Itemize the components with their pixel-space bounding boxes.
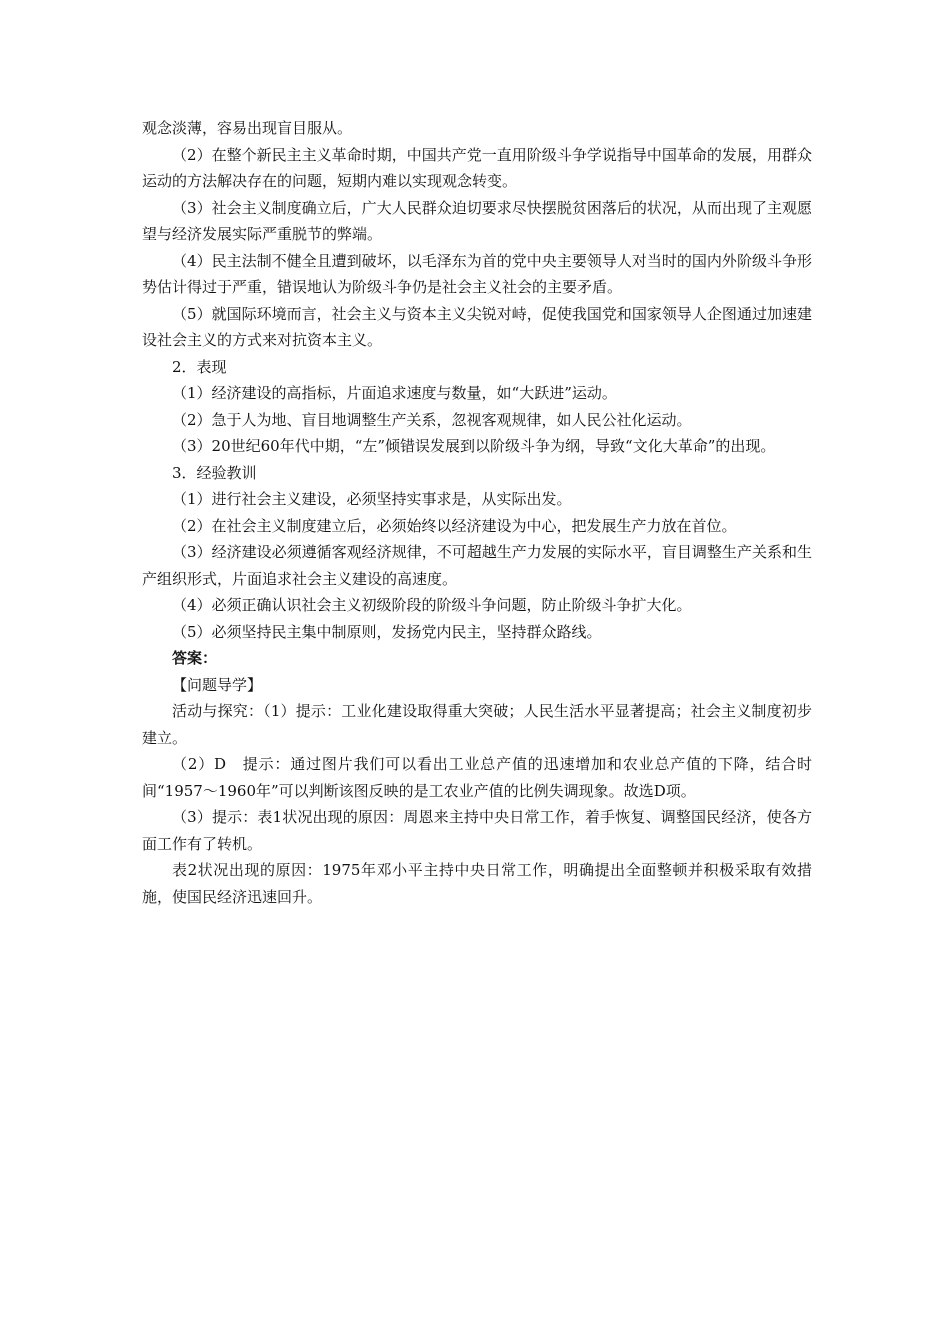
- section-heading: 2．表现: [172, 357, 227, 376]
- paragraph: （4）必须正确认识社会主义初级阶段的阶级斗争问题，防止阶级斗争扩大化。: [172, 596, 692, 614]
- document-page: [142, 115, 812, 910]
- paragraph: （2）在社会主义制度建立后，必须始终以经济建设为中心，把发展生产力放在首位。: [172, 516, 737, 535]
- paragraph: （2）D 提示：通过图片我们可以看出工业总产值的迅速增加和农业总产值的下降，结合时间“1957～1960年”可以判断该图反映的是工农业产值的比例失调现象。故选D项。: [142, 755, 812, 800]
- paragraph: （3）20世纪60年代中期，“左”倾错误发展到以阶级斗争为纲，导致“文化大革命”的出现。: [172, 437, 776, 455]
- paragraph: （2）在整个新民主主义革命时期，中国共产党一直用阶级斗争学说指导中国革命的发展，用群众运动的方法解决存在的问题，短期内难以实现观念转变。: [142, 145, 812, 190]
- paragraph: （4）民主法制不健全且遭到破坏，以毛泽东为首的党中央主要领导人对当时的国内外阶级斗争形势估计得过于严重，错误地认为阶级斗争仍是社会主义社会的主要矛盾。: [142, 251, 812, 296]
- paragraph: （3）社会主义制度确立后，广大人民群众迫切要求尽快摆脱贫困落后的状况，从而出现了主观愿望与经济发展实际严重脱节的弊端。: [142, 198, 812, 243]
- paragraph: 活动与探究：（1）提示：工业化建设取得重大突破；人民生活水平显著提高；社会主义制度初步建立。: [142, 702, 812, 747]
- paragraph: （3）提示：表1状况出现的原因：周恩来主持中央日常工作，着手恢复、调整国民经济，使各方面工作有了转机。: [142, 808, 812, 853]
- paragraph: （1）经济建设的高指标，片面追求速度与数量，如“大跃进”运动。: [172, 384, 617, 402]
- paragraph: （5）就国际环境而言，社会主义与资本主义尖锐对峙，促使我国党和国家领导人企图通过加速建设社会主义的方式来对抗资本主义。: [142, 304, 812, 349]
- paragraph: （2）急于人为地、盲目地调整生产关系，忽视客观规律，如人民公社化运动。: [172, 410, 692, 429]
- paragraph: （1）进行社会主义建设，必须坚持实事求是，从实际出发。: [172, 490, 572, 508]
- answer-heading: 答案：: [172, 649, 218, 667]
- paragraph: 观念淡薄，容易出现盲目服从。: [142, 119, 353, 137]
- section-heading: 3．经验教训: [172, 463, 257, 482]
- section-heading: 【问题导学】: [172, 675, 263, 694]
- paragraph: （5）必须坚持民主集中制原则，发扬党内民主，坚持群众路线。: [172, 622, 602, 641]
- paragraph: 表2状况出现的原因：1975年邓小平主持中央日常工作，明确提出全面整顿并积极采取有效措施，使国民经济迅速回升。: [142, 861, 812, 906]
- paragraph: （3）经济建设必须遵循客观经济规律，不可超越生产力发展的实际水平，盲目调整生产关系和生产组织形式，片面追求社会主义建设的高速度。: [142, 543, 812, 588]
